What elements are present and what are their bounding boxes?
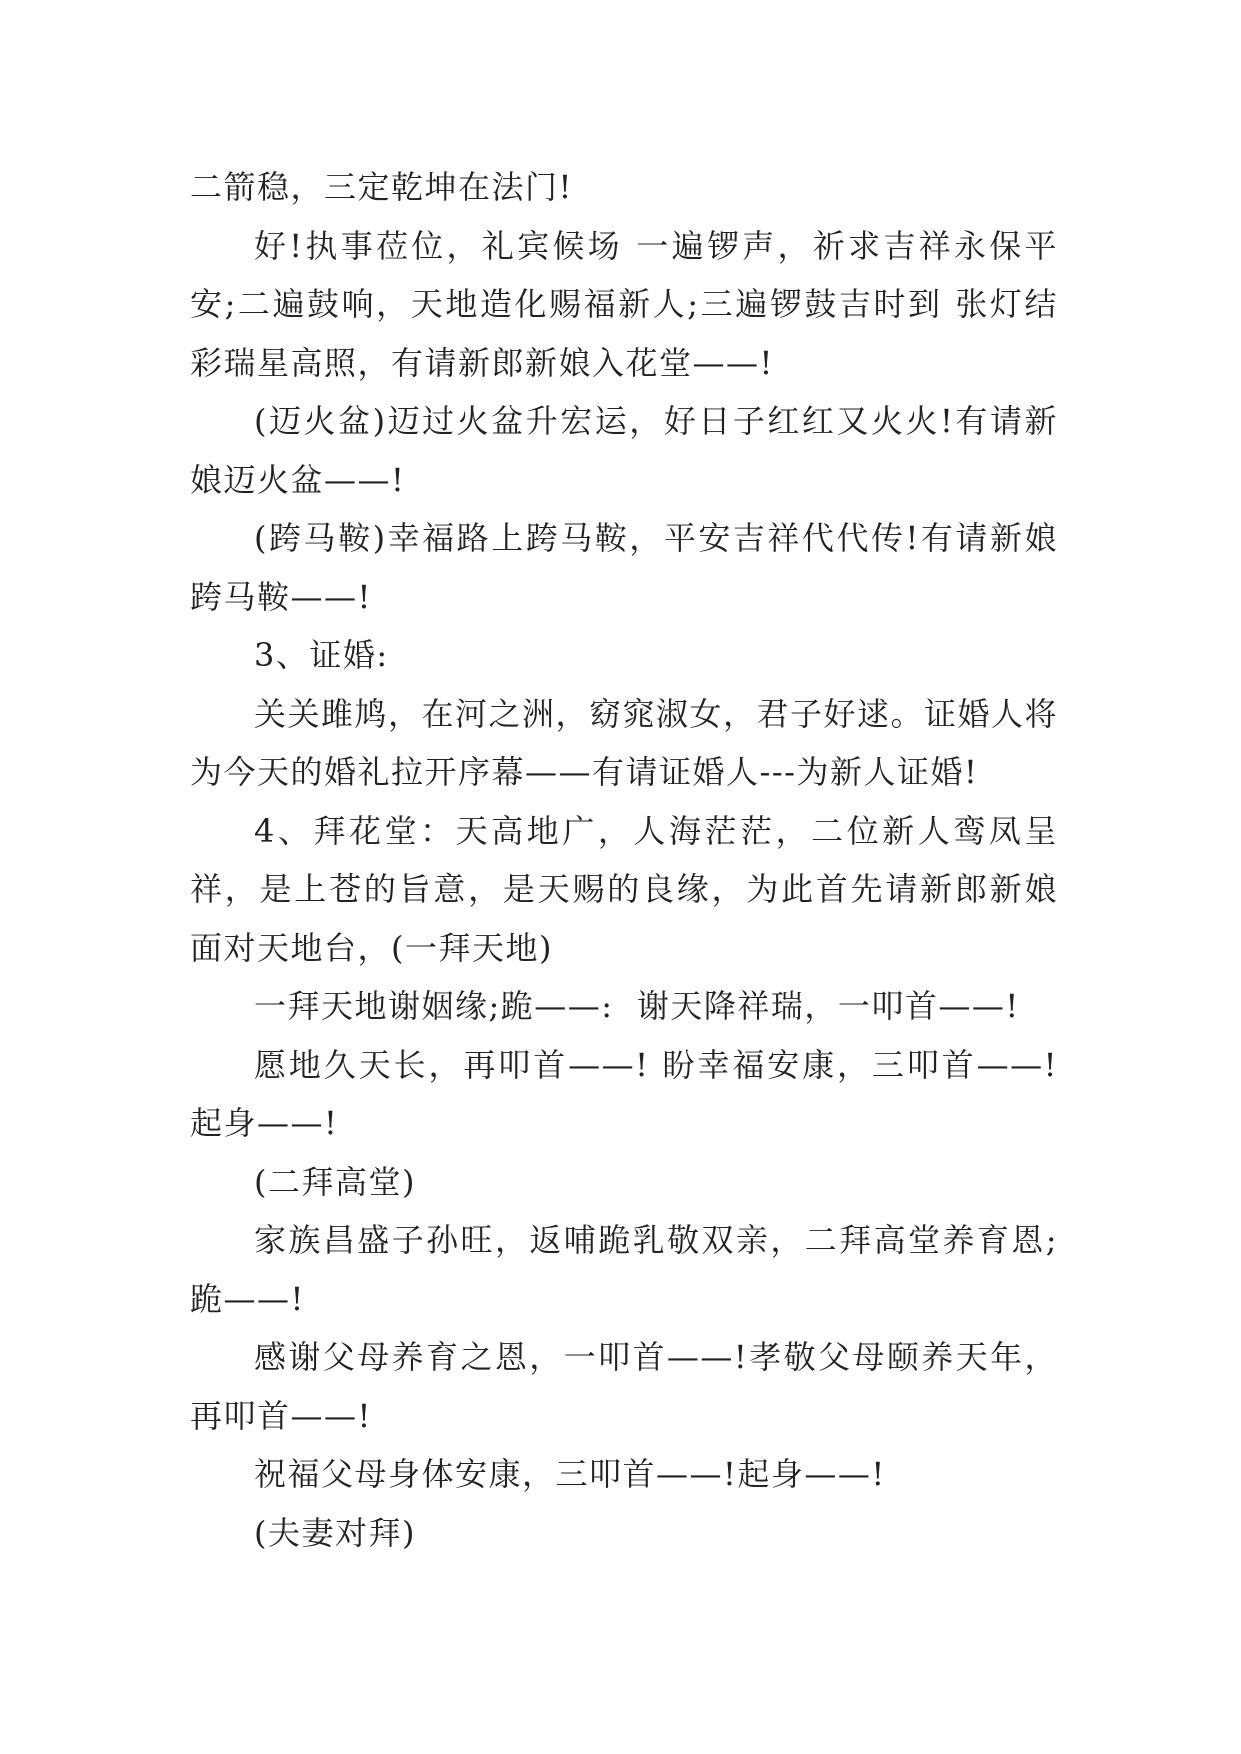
paragraph: 家族昌盛子孙旺，返哺跪乳敬双亲，二拜高堂养育恩;跪——! xyxy=(190,1221,1058,1318)
paragraph: (夫妻对拜) xyxy=(254,1513,416,1552)
document-body xyxy=(190,158,1058,1562)
paragraph: 一拜天地谢姻缘;跪——: 谢天降祥瑞，一叩首——! xyxy=(254,987,1020,1025)
paragraph: 祝福父母身体安康，三叩首——!起身——! xyxy=(254,1455,886,1493)
paragraph: (跨马鞍)幸福路上跨马鞍，平安吉祥代代传!有请新娘跨马鞍——! xyxy=(190,519,1058,616)
paragraph: 关关雎鸠，在河之洲，窈窕淑女，君子好逑。证婚人将为今天的婚礼拉开序幕——有请证婚人---为新人证婚! xyxy=(190,694,1059,791)
paragraph: 二箭稳，三定乾坤在法门! xyxy=(190,168,573,206)
paragraph: (迈火盆)迈过火盆升宏运，好日子红红又火火!有请新娘迈火盆——! xyxy=(190,402,1058,499)
paragraph: 感谢父母养育之恩，一叩首——!孝敬父母颐养天年，再叩首——! xyxy=(190,1338,1058,1435)
paragraph: 好!执事莅位，礼宾候场 一遍锣声，祈求吉祥永保平安;二遍鼓响，天地造化赐福新人;三遍锣鼓吉时到 张灯结彩瑞星高照，有请新郎新娘入花堂——! xyxy=(190,226,1058,382)
section-heading: 3、证婚: xyxy=(254,636,389,674)
paragraph: 愿地久天长，再叩首——! 盼幸福安康，三叩首——!起身——! xyxy=(190,1045,1058,1142)
paragraph: 4、拜花堂：天高地广，人海茫茫，二位新人鸾凤呈祥，是上苍的旨意，是天赐的良缘，为此首先请新郎新娘面对天地台，(一拜天地) xyxy=(190,811,1058,967)
paragraph: (二拜高堂) xyxy=(254,1162,416,1201)
